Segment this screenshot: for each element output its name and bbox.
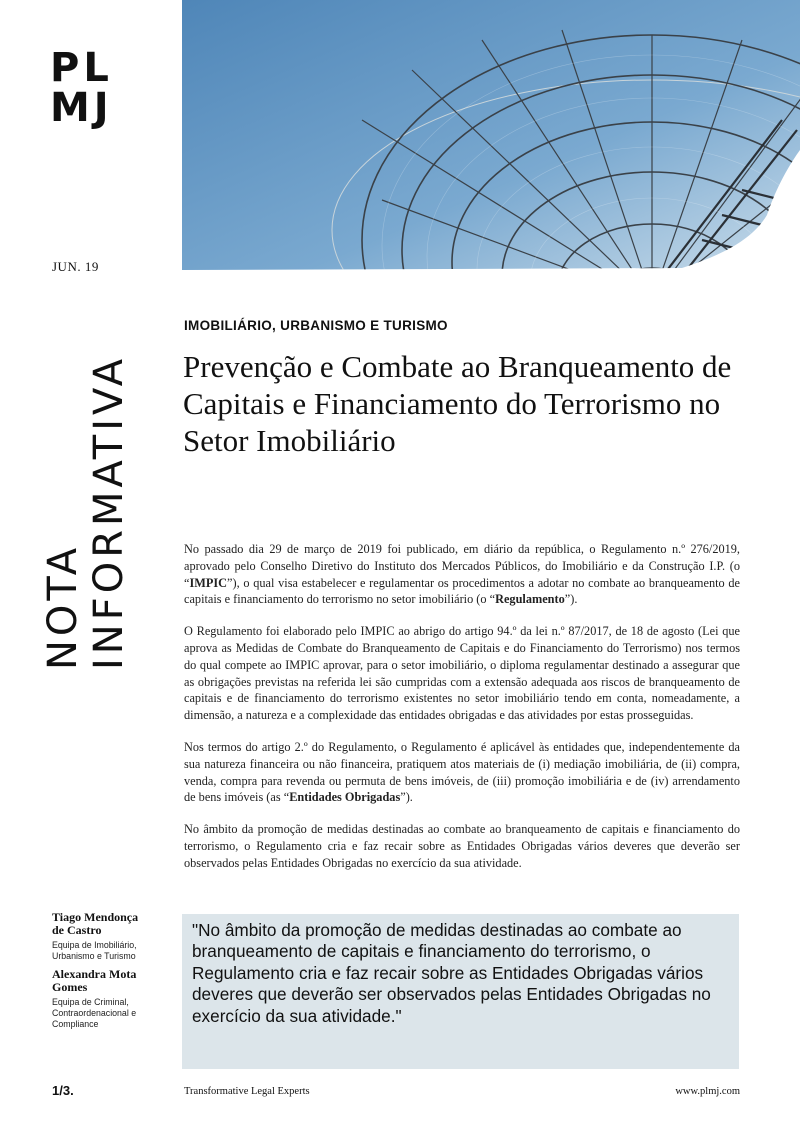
article-body bbox=[184, 541, 740, 887]
entidades-obrigadas-term: Entidades Obrigadas bbox=[289, 790, 401, 805]
author-name: Tiago Mendonça de Castro bbox=[52, 910, 139, 937]
author-team: Equipa de Imobiliário, Urbanismo e Turismo bbox=[52, 940, 137, 961]
footer-url[interactable]: www.plmj.com bbox=[675, 1086, 740, 1097]
footer-tagline: Transformative Legal Experts bbox=[184, 1086, 310, 1097]
paragraph-1-text-a: No passado dia 29 de março de 2019 foi publicado, em diário da república, o Regulamento n.º 276/2019, aprovado pelo Conselho Diretivo do Instituto dos Mercados Públicos, do Imobiliário e da Construção I.P. (o “ bbox=[184, 542, 740, 590]
page-number: 1/3. bbox=[52, 1083, 74, 1098]
authors bbox=[52, 911, 152, 1036]
paragraph-3-text-c: ”). bbox=[400, 790, 413, 805]
headline: Prevenção e Combate ao Branqueamento de Capitais e Financiamento do Terrorismo no Setor Imobiliário bbox=[183, 349, 732, 458]
author-team: Equipa de Criminal, Contraordenacional e Compliance bbox=[52, 997, 137, 1029]
paragraph-3-text-a: Nos termos do artigo 2.º do Regulamento, o Regulamento é aplicável às entidades que, independentemente da sua natureza financeira ou não financeira, pratiquem atos materiais de (i) mediação imobiliária, de (ii) compra, venda, compra para revenda ou permuta de bens imóveis, de (iii) promoção imobiliária e de (iv) arrendamento de bens imóveis (as “ bbox=[184, 739, 740, 805]
paragraph-3 bbox=[184, 739, 740, 806]
document-type-line-1: NOTA bbox=[40, 543, 86, 670]
pull-quote bbox=[182, 914, 739, 1069]
document-type-line-2: INFORMATIVA bbox=[86, 354, 132, 670]
paragraph-2: O Regulamento foi elaborado pelo IMPIC ao abrigo do artigo 94.º da lei n.º 87/2017, de 18 de agosto (Lei que aprova as Medidas de Combate do Branqueamento de Capitais e do Financiamento do Terrorismo) nos termos do qual compete ao IMPIC aprovar, para o setor imobiliário, o diploma regulamentar destinado a assegurar que as obrigações previstas na referida lei são cumpridas com a extensão adequada aos riscos de branqueamento de capitais e de financiamento do terrorismo existentes no setor imobiliário tendo em conta, nomeadamente, a dimensão, a natureza e a complexidade das entidades obrigadas e das atividades por estas prosseguidas. bbox=[184, 624, 740, 723]
impic-term: IMPIC bbox=[189, 575, 228, 590]
paragraph-4: No âmbito da promoção de medidas destinadas ao combate ao branqueamento de capitais e financiamento do terrorismo, o Regulamento cria e faz recair sobre as Entidades Obrigadas vários deveres que deverão ser observados pelas Entidades Obrigadas no exercício da sua atividade. bbox=[184, 822, 740, 870]
author-2 bbox=[52, 968, 152, 1030]
section-label: IMOBILIÁRIO, URBANISMO E TURISMO bbox=[184, 318, 448, 333]
hero-image bbox=[182, 0, 800, 270]
paragraph-1-text-e: ”). bbox=[564, 592, 578, 607]
document-type bbox=[40, 320, 140, 670]
publication-date: JUN. 19 bbox=[52, 259, 99, 274]
satellite-dish-illustration bbox=[182, 0, 800, 270]
paragraph-1-text-c: ”), o qual visa estabelecer e regulamentar os procedimentos a adotar no combate ao branqueamento de capitais e financiamento do terrorismo no setor imobiliário (o “ bbox=[184, 575, 740, 607]
author-1 bbox=[52, 911, 152, 962]
logo-line-2: MJ bbox=[50, 85, 113, 131]
paragraph-1 bbox=[184, 541, 740, 608]
regulamento-term: Regulamento bbox=[495, 592, 565, 607]
logo-line-1: PL bbox=[50, 45, 113, 91]
author-name: Alexandra Mota Gomes bbox=[52, 967, 137, 994]
pull-quote-text: "No âmbito da promoção de medidas destinadas ao combate ao branqueamento de capitais e financiamento do terrorismo, o Regulamento cria e faz recair sobre as Entidades Obrigadas vários deveres que deverão ser observados pelas Entidades Obrigadas no exercício da sua atividade." bbox=[192, 920, 711, 1026]
plmj-logo bbox=[50, 45, 132, 131]
